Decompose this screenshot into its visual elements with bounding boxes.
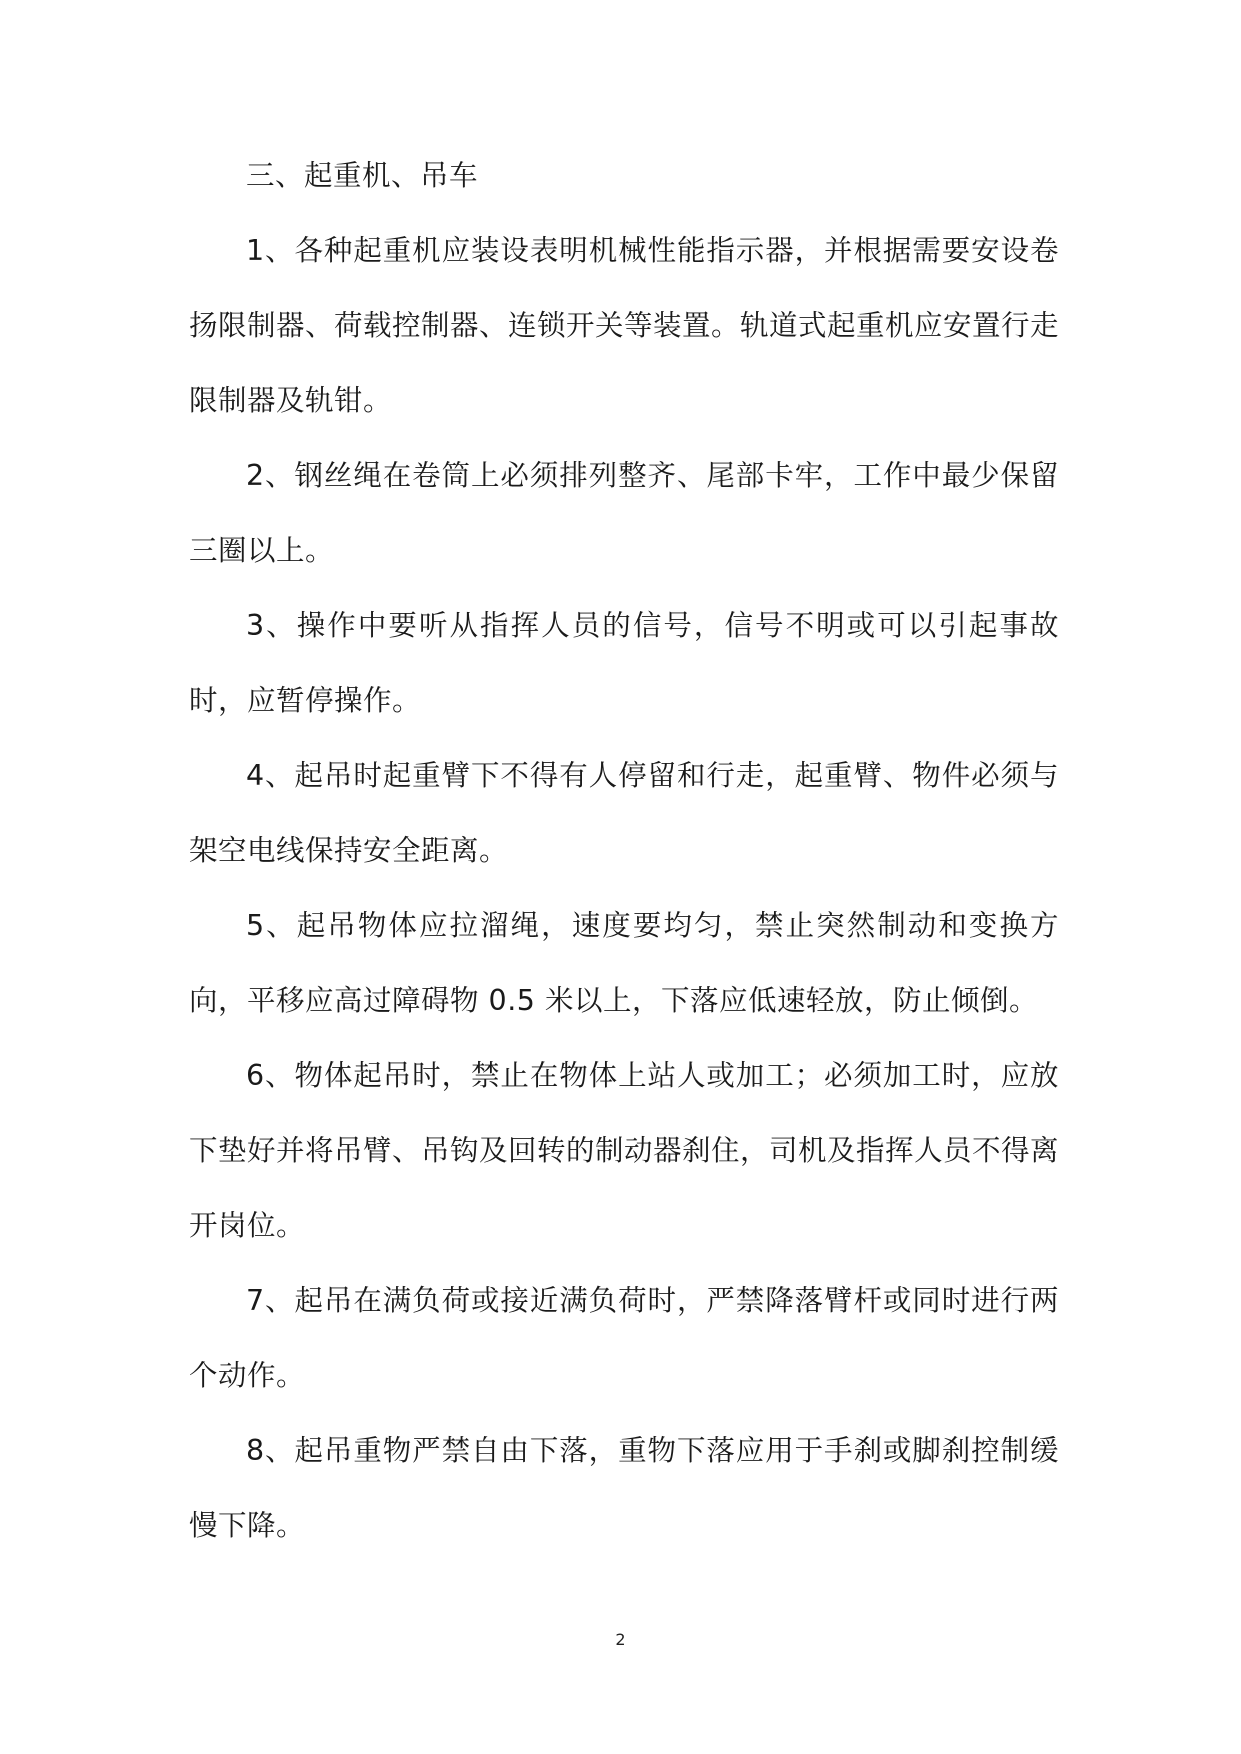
paragraph-2: 2、钢丝绳在卷筒上必须排列整齐、尾部卡牢，工作中最少保留三圈以上。	[189, 459, 1059, 567]
paragraph-4: 4、起吊时起重臂下不得有人停留和行走，起重臂、物件必须与架空电线保持安全距离。	[189, 759, 1059, 867]
page-number: 2	[615, 1630, 626, 1649]
paragraph-5: 5、起吊物体应拉溜绳，速度要均匀，禁止突然制动和变换方向，平移应高过障碍物 0.5 米以上，下落应低速轻放，防止倾倒。	[189, 909, 1059, 1017]
document-body	[189, 138, 1059, 1563]
paragraph-8: 8、起吊重物严禁自由下落，重物下落应用于手刹或脚刹控制缓慢下降。	[189, 1434, 1059, 1542]
paragraph-1: 1、各种起重机应装设表明机械性能指示器，并根据需要安设卷扬限制器、荷载控制器、连锁开关等装置。轨道式起重机应安置行走限制器及轨钳。	[189, 234, 1060, 417]
section-heading: 三、起重机、吊车	[246, 159, 479, 192]
paragraph-3: 3、操作中要听从指挥人员的信号，信号不明或可以引起事故时，应暂停操作。	[189, 609, 1059, 717]
paragraph-7: 7、起吊在满负荷或接近满负荷时，严禁降落臂杆或同时进行两个动作。	[189, 1284, 1059, 1392]
paragraph-6: 6、物体起吊时，禁止在物体上站人或加工；必须加工时，应放下垫好并将吊臂、吊钩及回转的制动器刹住，司机及指挥人员不得离开岗位。	[189, 1059, 1060, 1242]
